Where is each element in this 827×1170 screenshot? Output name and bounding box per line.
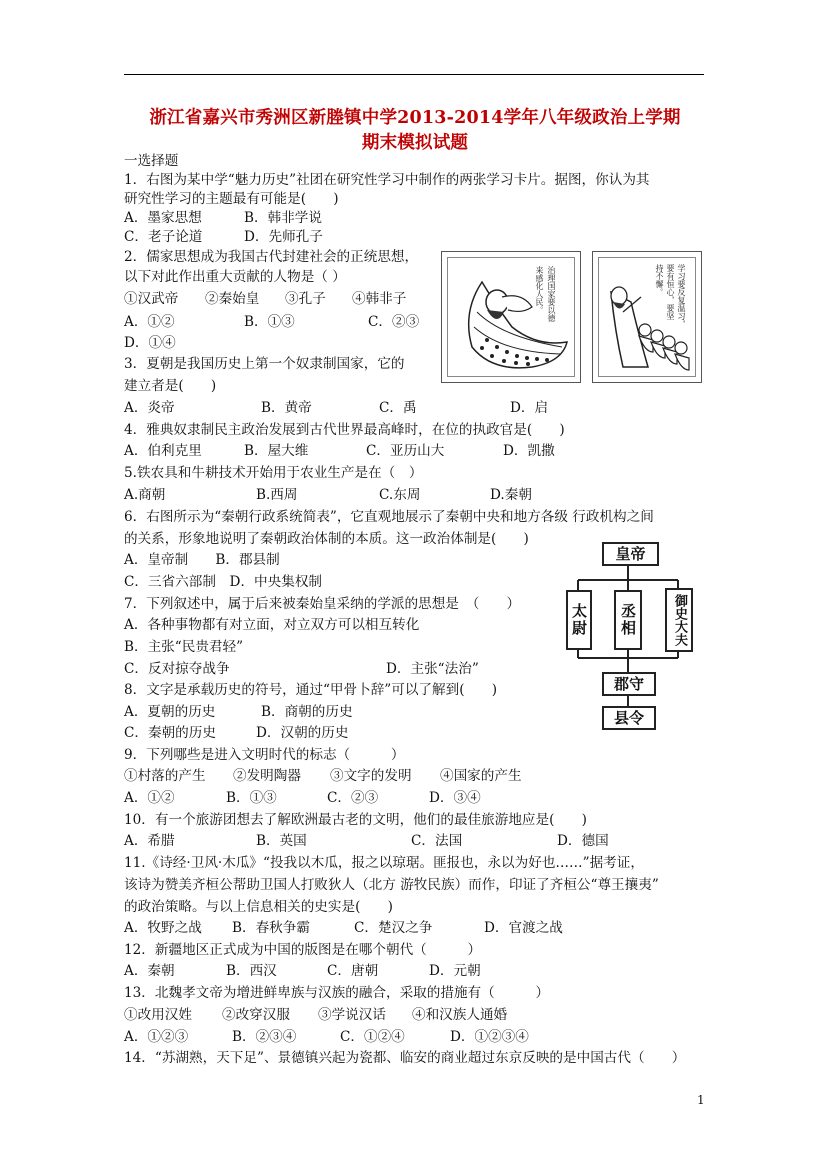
q1-option-b: B．韩非学说: [244, 210, 322, 226]
q2-option-b: B．①③: [244, 314, 295, 330]
q12-stem: 12．新疆地区正式成为中国的版图是在哪个朝代（ ）: [124, 942, 482, 958]
org-box-taiwei: 太尉: [566, 590, 592, 650]
org-box-yushi: 御史大夫: [665, 588, 693, 652]
q11-stem-line3: 的政治策略。与以上信息相关的史实是( ): [124, 899, 393, 915]
q13-stem: 13．北魏孝文帝为增进鲜卑族与汉族的融合，采取的措施有（ ）: [124, 985, 550, 1001]
q8-stem: 8．文字是承载历史的符号，通过“甲骨卜辞”可以了解到( ): [124, 682, 497, 698]
q9-item-3: ③文字的发明: [330, 768, 412, 784]
q9-item-4: ④国家的产生: [440, 768, 522, 784]
document-title-line1: 浙江省嘉兴市秀洲区新塍镇中学2013-2014学年八年级政治上学期: [149, 108, 681, 128]
q6-stem-line2: 的关系，形象地说明了秦朝政治体制的本质。这一政治体制是( ): [124, 531, 529, 547]
teacher-students-illustration: [593, 252, 701, 382]
q11-option-c: C．楚汉之争: [354, 920, 433, 936]
confucius-figure-illustration: [442, 252, 580, 382]
q12-option-a: A．秦朝: [124, 963, 175, 979]
card-right-text-2: 要有恒心，要坚: [666, 264, 675, 320]
q8-option-c: C．秦朝的历史: [124, 725, 216, 741]
q12-option-d: D．元朝: [429, 963, 481, 979]
org-box-emperor: 皇帝: [602, 542, 659, 566]
q8-option-b: B．商朝的历史: [261, 704, 353, 720]
q2-item-3: ③孔子: [285, 291, 326, 307]
q13-option-d: D．①②③④: [450, 1029, 529, 1045]
q7-option-c: C．反对掠夺战争: [124, 661, 230, 677]
q3-option-a: A．炎帝: [124, 400, 175, 416]
q12-option-b: B．西汉: [226, 963, 277, 979]
q7-stem: 7．下列叙述中，属于后来被秦始皇采纳的学派的思想是 （ ）: [124, 596, 521, 612]
q3-option-b: B．黄帝: [261, 400, 312, 416]
q2-item-4: ④韩非子: [352, 291, 407, 307]
org-box-junshou: 郡守: [602, 672, 656, 696]
card-right-text-1: 学习要反复温习，: [677, 264, 686, 328]
q9-item-1: ①村落的产生: [124, 768, 206, 784]
q9-stem: 9．下列哪些是进入文明时代的标志（ ）: [124, 747, 405, 763]
page-number: 1: [697, 1093, 705, 1107]
section-heading: 一选择题: [124, 153, 179, 169]
q11-option-a: A．牧野之战: [124, 920, 202, 936]
q13-item-4: ④和汉族人通婚: [412, 1007, 508, 1023]
q10-option-b: B．英国: [256, 833, 307, 849]
q5-option-d: D.秦朝: [490, 487, 532, 503]
q5-option-a: A.商朝: [124, 487, 166, 503]
q2-stem-line2: 以下对此作出重大贡献的人物是（ ）: [124, 269, 346, 285]
q1-stem-line2: 研究性学习的主题最有可能是( ): [124, 191, 339, 207]
card-left-text-1: 治理国家要以德: [547, 266, 556, 322]
q11-option-b: B．春秋争霸: [232, 920, 310, 936]
q4-option-d: D．凯撒: [503, 443, 555, 459]
q4-option-c: C．亚历山大: [366, 443, 445, 459]
q6-options-ab: A．皇帝制 B．郡县制: [124, 552, 280, 568]
header-rule: [124, 74, 704, 75]
q5-option-b: B.西周: [256, 487, 298, 503]
q4-option-a: A．伯利克里: [124, 443, 202, 459]
q4-stem: 4．雅典奴隶制民主政治发展到古代世界最高峰时，在位的执政官是( ): [124, 422, 565, 438]
q3-option-c: C．禹: [379, 400, 417, 416]
study-card-left: [441, 251, 581, 383]
q3-stem-line1: 3．夏朝是我国历史上第一个奴隶制国家，它的: [124, 356, 405, 372]
q9-option-d: D．③④: [429, 790, 481, 806]
q10-option-d: D．德国: [557, 833, 609, 849]
q1-stem-line1: 1．右图为某中学“魅力历史”社团在研究性学习中制作的两张学习卡片。据图，你认为其: [124, 172, 650, 188]
study-card-right: [592, 251, 702, 383]
q4-option-b: B．屋大维: [244, 443, 309, 459]
q6-options-cd: C．三省六部制 D．中央集权制: [124, 574, 323, 590]
q10-option-a: A．希腊: [124, 833, 175, 849]
q14-stem: 14．“苏湖熟，天下足”、景德镇兴起为瓷都、临安的商业超过东京反映的是中国古代（ ）: [124, 1050, 686, 1066]
q9-option-b: B．①③: [226, 790, 277, 806]
q1-option-a: A．墨家思想: [124, 210, 202, 226]
q5-option-c: C.东周: [379, 487, 421, 503]
q7-option-d: D．主张“法治”: [386, 661, 479, 677]
q2-option-d: D．①④: [124, 335, 176, 351]
org-box-xianling: 县令: [602, 706, 656, 730]
q1-option-d: D．先师孔子: [244, 229, 323, 245]
q8-option-a: A．夏朝的历史: [124, 704, 216, 720]
card-right-text-3: 持不懈。: [655, 264, 664, 296]
q10-stem: 10．有一个旅游团想去了解欧洲最古老的文明，他们的最佳旅游地应是( ): [124, 812, 587, 828]
q13-item-2: ②改穿汉服: [222, 1007, 290, 1023]
q2-option-a: A．①②: [124, 314, 175, 330]
org-box-chengxiang: 丞相: [614, 590, 642, 650]
q11-option-d: D．官渡之战: [484, 920, 563, 936]
q8-option-d: D．汉朝的历史: [256, 725, 349, 741]
q13-option-c: C．①②④: [340, 1029, 405, 1045]
q11-stem-line1: 11.《诗经·卫风·木瓜》“投我以木瓜，报之以琼琚。匪报也，永以为好也……”据考证，: [124, 855, 644, 871]
q2-option-c: C．②③: [368, 314, 420, 330]
q11-stem-line2: 该诗为赞美齐桓公帮助卫国人打败狄人（北方 游牧民族）而作，印证了齐桓公“尊王攘夷”: [124, 877, 659, 893]
q3-stem-line2: 建立者是( ): [124, 378, 217, 394]
q13-item-1: ①改用汉姓: [124, 1007, 192, 1023]
q9-item-2: ②发明陶器: [233, 768, 301, 784]
q13-item-3: ③学说汉话: [318, 1007, 386, 1023]
q5-stem: 5.铁农具和牛耕技术开始用于农业生产是在（ ）: [124, 465, 423, 481]
q2-item-2: ②秦始皇: [205, 291, 260, 307]
q2-stem-line1: 2．儒家思想成为我国古代封建社会的正统思想，: [124, 249, 419, 265]
document-title-line2: 期末模拟试题: [361, 133, 469, 153]
q10-option-c: C．法国: [411, 833, 463, 849]
q9-option-c: C．②③: [327, 790, 379, 806]
q13-option-b: B．②③④: [232, 1029, 297, 1045]
q9-option-a: A．①②: [124, 790, 175, 806]
q6-stem-line1: 6．右图所示为“秦朝行政系统简表”，它直观地展示了秦朝中央和地方各级 行政机构之间: [124, 509, 654, 525]
q12-option-c: C．唐朝: [327, 963, 379, 979]
q3-option-d: D．启: [510, 400, 549, 416]
q2-item-1: ①汉武帝: [124, 291, 179, 307]
q1-option-c: C．老子论道: [124, 229, 203, 245]
q7-option-a: A．各种事物都有对立面，对立双方可以相互转化: [124, 617, 420, 633]
card-left-text-2: 来感化人民。: [535, 266, 544, 314]
q7-option-b: B．主张“民贵君轻”: [124, 639, 244, 655]
q13-option-a: A．①②③: [124, 1029, 189, 1045]
